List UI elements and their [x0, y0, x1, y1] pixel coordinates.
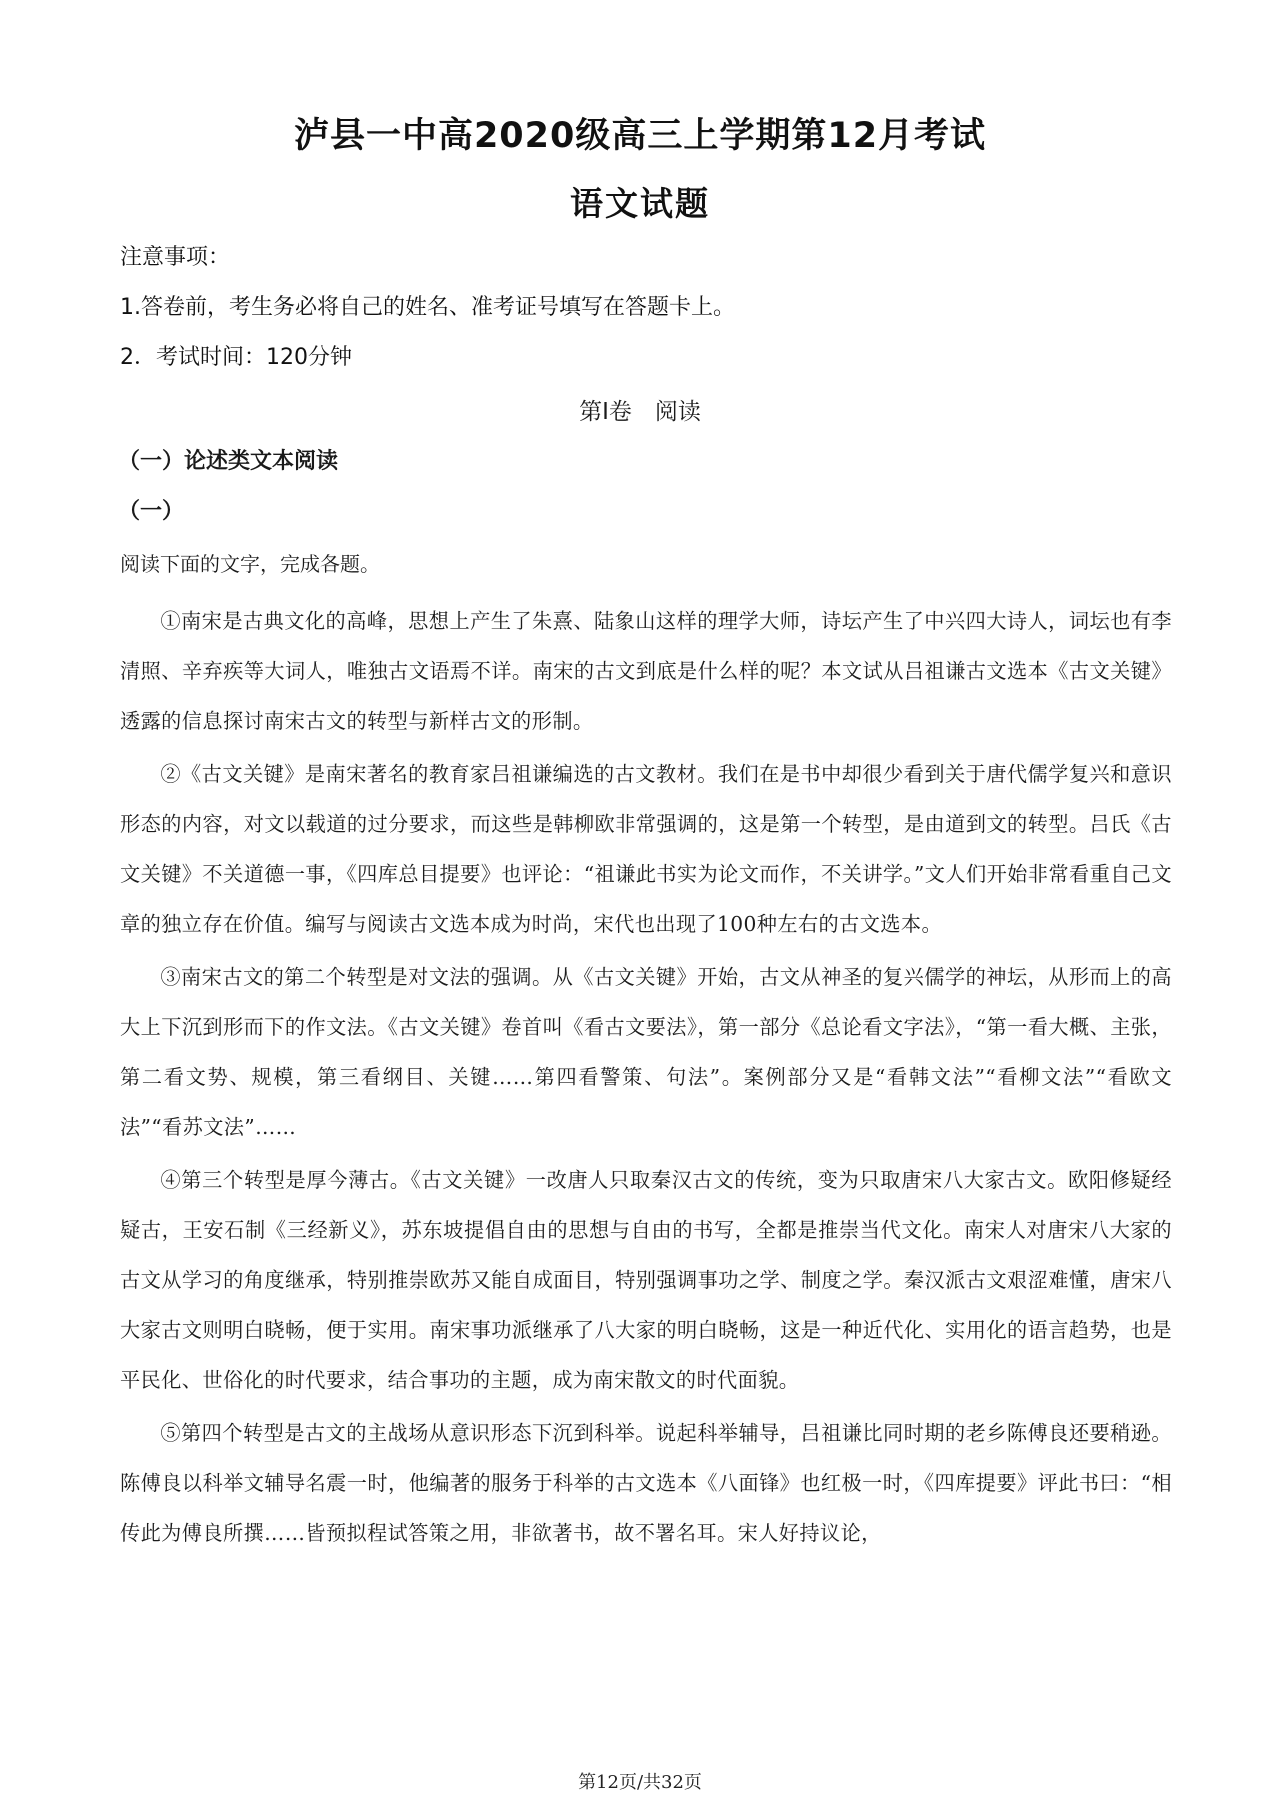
- volume-heading: 第Ⅰ卷 阅读: [579, 399, 701, 425]
- notice-item-1: 1.答卷前，考生务必将自己的姓名、准考证号填写在答题卡上。: [120, 295, 735, 320]
- paragraph-2: ②《古文关键》是南宋著名的教育家吕祖谦编选的古文教材。我们在是书中却很少看到关于唐代儒学复兴和意识形态的内容，对文以载道的过分要求，而这些是韩柳欧非常强调的，这是第一个转型，是由道到文的转型。吕氏《古文关键》不关道德一事，《四库总目提要》也评论：“祖谦此书实为论文而作，不关讲学。”文人们开始非常看重自己文章的独立存在价值。编写与阅读古文选本成为时尚，宋代也出现了100种左右的古文选本。: [120, 762, 1172, 936]
- exam-title: 泸县一中高2020级高三上学期第12月考试: [293, 116, 987, 156]
- notice-item-2: 2．考试时间：120分钟: [120, 345, 352, 370]
- exam-subtitle: 语文试题: [570, 184, 710, 223]
- section-title: （一）论述类文本阅读: [118, 449, 339, 474]
- paragraph-4: ④第三个转型是厚今薄古。《古文关键》一改唐人只取秦汉古文的传统，变为只取唐宋八大家古文。欧阳修疑经疑古，王安石制《三经新义》，苏东坡提倡自由的思想与自由的书写，全都是推崇当代文化。南宋人对唐宋八大家的古文从学习的角度继承，特别推崇欧苏又能自成面目，特别强调事功之学、制度之学。秦汉派古文艰涩难懂，唐宋八大家古文则明白晓畅，便于实用。南宋事功派继承了八大家的明白晓畅，这是一种近代化、实用化的语言趋势，也是平民化、世俗化的时代要求，结合事功的主题，成为南宋散文的时代面貌。: [120, 1168, 1172, 1392]
- page-number: 第12页/共32页: [578, 1772, 702, 1793]
- reading-passage: [120, 596, 1172, 1561]
- notice-heading: 注意事项：: [120, 245, 231, 270]
- reading-instruction: 阅读下面的文字，完成各题。: [120, 552, 380, 576]
- paragraph-5: ⑤第四个转型是古文的主战场从意识形态下沉到科举。说起科举辅导，吕祖谦比同时期的老乡陈傅良还要稍逊。陈傅良以科举文辅导名震一时，他编著的服务于科举的古文选本《八面锋》也红极一时，《四库提要》评此书曰：“相传此为傅良所撰……皆预拟程试答策之用，非欲著书，故不署名耳。宋人好持议论，: [120, 1421, 1172, 1545]
- paragraph-1: ①南宋是古典文化的高峰，思想上产生了朱熹、陆象山这样的理学大师，诗坛产生了中兴四大诗人，词坛也有李清照、辛弃疾等大词人，唯独古文语焉不详。南宋的古文到底是什么样的呢？本文试从吕祖谦古文选本《古文关键》透露的信息探讨南宋古文的转型与新样古文的形制。: [120, 609, 1172, 733]
- subsection-title: （一）: [118, 499, 185, 524]
- paragraph-3: ③南宋古文的第二个转型是对文法的强调。从《古文关键》开始，古文从神圣的复兴儒学的神坛，从形而上的高大上下沉到形而下的作文法。《古文关键》卷首叫《看古文要法》，第一部分《总论看文字法》，“第一看大概、主张，第二看文势、规模，第三看纲目、关键……第四看警策、句法”。案例部分又是“看韩文法”“看柳文法”“看欧文法”“看苏文法”……: [120, 965, 1172, 1139]
